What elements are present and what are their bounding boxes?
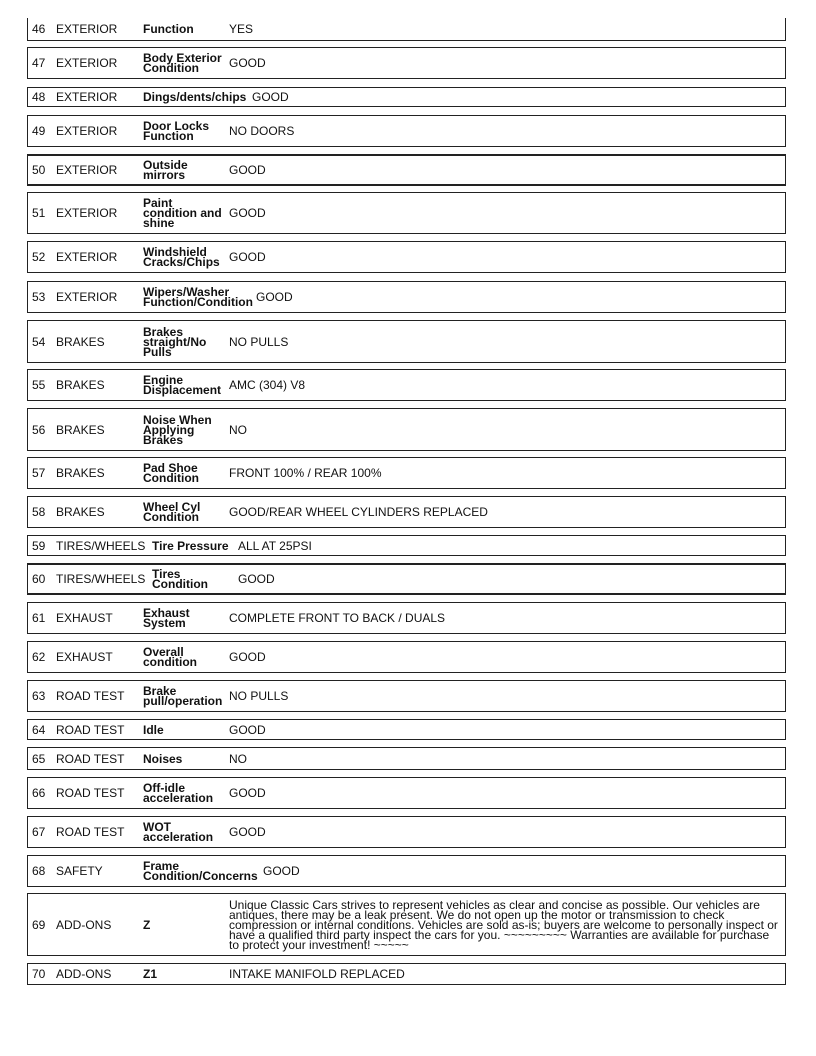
table-row [27,47,786,79]
row-value: GOOD [229,825,266,839]
table-row [27,680,786,712]
row-number: 48 [32,90,46,104]
row-value: INTAKE MANIFOLD REPLACED [229,967,405,981]
row-value: GOOD [229,250,266,264]
row-number: 67 [32,825,46,839]
row-item: Dings/dents/chips [143,90,247,104]
row-number: 56 [32,422,46,437]
row-category: SAFETY [56,864,103,878]
table-row [27,816,786,848]
row-value: NO PULLS [229,689,289,703]
row-category: EXTERIOR [56,56,118,70]
table-row [27,87,786,107]
row-number: 54 [32,334,46,349]
row-number: 62 [32,650,46,664]
row-number: 65 [32,751,46,766]
row-category: ROAD TEST [56,722,125,737]
row-number: 53 [32,290,46,304]
table-row [27,641,786,673]
row-item: WOT acceleration [143,820,214,844]
row-item: Overall condition [143,645,197,669]
row-item: Idle [143,722,164,737]
row-item: Noises [143,751,183,766]
row-category: EXTERIOR [56,206,118,220]
row-category: ROAD TEST [56,751,125,766]
table-row [27,719,786,740]
row-value: GOOD [229,163,266,177]
row-number: 52 [32,250,46,264]
row-item: Function [143,22,194,36]
row-number: 59 [32,538,46,553]
row-value: AMC (304) V8 [229,378,306,392]
row-category: EXTERIOR [56,250,118,264]
table-row [27,602,786,634]
row-category: ADD-ONS [56,967,112,981]
row-category: BRAKES [56,422,105,437]
table-row [27,408,786,451]
row-item: Windshield Cracks/Chips [143,245,220,269]
row-number: 55 [32,378,46,392]
row-value: GOOD [263,864,300,878]
table-row [27,777,786,809]
row-number: 66 [32,786,46,800]
table-row [27,457,786,489]
row-number: 70 [32,967,46,981]
row-value: GOOD/REAR WHEEL CYLINDERS REPLACED [229,505,488,519]
row-category: EXTERIOR [56,90,118,104]
row-category: ADD-ONS [56,917,112,932]
row-category: EXHAUST [56,650,113,664]
row-category: EXTERIOR [56,290,118,304]
row-value: ALL AT 25PSI [238,538,312,553]
table-row [27,192,786,234]
row-number: 63 [32,689,46,703]
row-number: 69 [32,917,46,932]
table-row [27,18,786,41]
row-category: TIRES/WHEELS [56,538,146,553]
row-value: YES [229,22,254,36]
row-value: GOOD [229,56,266,70]
table-row [27,855,786,887]
row-number: 51 [32,206,46,220]
row-category: TIRES/WHEELS [56,572,146,586]
row-category: EXHAUST [56,611,113,625]
row-category: ROAD TEST [56,825,125,839]
row-number: 47 [32,56,46,70]
table-row [27,563,786,595]
row-item: Exhaust System [143,606,190,630]
table-row [27,320,786,363]
table-row [27,747,786,770]
row-value: GOOD [229,786,266,800]
row-value: NO DOORS [229,124,295,138]
row-item: Body Exterior Condition [143,51,222,75]
row-item: Wheel Cyl Condition [143,500,201,524]
row-item: Off-idle acceleration [143,781,214,805]
row-number: 64 [32,722,46,737]
row-number: 57 [32,466,46,480]
table-row [27,496,786,528]
row-category: BRAKES [56,334,105,349]
table-row [27,535,786,556]
row-value: GOOD [256,290,293,304]
table-row [27,963,786,985]
row-item: Brake pull/operation [143,684,223,708]
row-value: GOOD [238,572,275,586]
row-category: BRAKES [56,466,105,480]
row-value: NO PULLS [229,334,289,349]
row-item: Noise When Applying Brakes [143,412,212,447]
row-number: 58 [32,505,46,519]
row-category: ROAD TEST [56,689,125,703]
row-value: Unique Classic Cars strives to represent vehicles as clear and concise as possible. Our vehicles are antiques, there may be a leak present. We do not open up the motor or transmission to check compression or internal conditions. Vehicles are sold as-is; buyers are welcome to personally inspect or have a qualified third party inspect the cars for you. ~~~~~~~~~ Warranties are available for purchase to protect your investment! ~~~~~ [229,897,778,952]
row-item: Paint condition and shine [143,196,222,230]
row-value: GOOD [229,722,266,737]
row-number: 60 [32,572,46,586]
table-row [27,115,786,147]
row-item: Z1 [143,967,158,981]
row-item: Tires Condition [152,567,208,591]
row-item: Tire Pressure [152,538,229,553]
row-item: Outside mirrors [143,158,188,182]
row-number: 68 [32,864,46,878]
table-row [27,154,786,186]
row-item: Z [143,917,151,932]
row-number: 50 [32,163,46,177]
table-row [27,369,786,401]
row-category: EXTERIOR [56,22,118,36]
row-item: Door Locks Function [143,119,210,143]
row-category: BRAKES [56,505,105,519]
table-row [27,893,786,956]
row-value: GOOD [252,90,289,104]
row-category: ROAD TEST [56,786,125,800]
row-category: EXTERIOR [56,163,118,177]
row-category: BRAKES [56,378,105,392]
row-number: 46 [32,22,46,36]
row-item: Wipers/Washer Function/Condition [143,285,253,309]
row-category: EXTERIOR [56,124,118,138]
row-value: GOOD [229,206,266,220]
table-row [27,281,786,313]
row-value: COMPLETE FRONT TO BACK / DUALS [229,611,446,625]
row-value: NO [229,422,247,437]
row-value: FRONT 100% / REAR 100% [229,466,382,480]
row-number: 61 [32,611,46,625]
row-item: Pad Shoe Condition [143,461,199,485]
row-number: 49 [32,124,46,138]
row-item: Engine Displacement [143,373,222,397]
table-row [27,241,786,273]
row-item: Frame Condition/Concerns [143,859,258,883]
row-value: NO [229,751,247,766]
row-item: Brakes straight/No Pulls [143,324,207,359]
row-value: GOOD [229,650,266,664]
